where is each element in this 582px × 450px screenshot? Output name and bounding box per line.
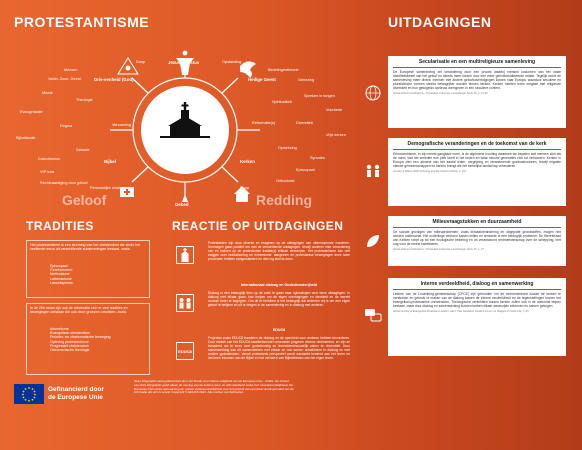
chat-icon [364, 306, 382, 324]
wheel-item: Doop [136, 60, 146, 64]
reactie-p2: Dialoog is een belangrijk item op de zoek te gaan naar oplossingen voor deze uitdagingen. In dialoog met elkaar gaan, kan helpen om de eigen overtuigingen en identiteit en de wereld rondom beter te begrijpen. Om dit te bereiken is het belangrijk dat iedereen vrij is om een eigen geloof te belijden en uit te dragen in de samenleving en in dialoog met anderen. [208, 291, 350, 307]
challenge-card-secularisatie [388, 56, 566, 128]
disclaimer: Deze infographic werd gefinancierd door het Fonds voor interne veiligheid van de Europese Unie - Politie. De inhoud van deze infographic geeft alleen de mening van de auteurs weer en valt uitsluitend onder hun verantwoordelijkheid. De Europese Commissie aanvaardt geen enkele verantwoordelijkheid voor het gebruik dat eventueel wordt gemaakt van de informatie die erin is vervat. Copyright © EDUC8 2021. Alle rechten voorbehouden. [134, 379, 294, 395]
wheel-item: Catechismus [38, 157, 60, 161]
trinity-icon [118, 58, 138, 74]
wheel-item: Rechtvaardiging door geloof [40, 181, 88, 185]
wheel-item: Voorbede [326, 108, 343, 112]
milieu-icon-box [364, 232, 382, 250]
wheel-item: Genade [76, 148, 90, 152]
card-body: Ethnocentrisme, in zijn meest gangbare vorm, is de algemene houding waarmee we bepalen wat mensen zien als de norm, wat het verleden een plek heeft in het heden en waar nieuwe generaties zich tot verhouden. Kerken in Europa zien een afname van het aantal leden, vergrijzing en veranderende gezinsstructuren, terwijl migratie nieuwe gemeenschappen en kerken brengt die het kerkelijke landschap veranderen. [393, 152, 561, 169]
wheel-item: Genezing [298, 78, 315, 82]
wheel-item: Reformatie(s) [252, 121, 275, 125]
wheel-drie-eenheid: Drie-eenheid (God) [94, 77, 134, 82]
tradities-list-1 [50, 264, 146, 285]
wheel-item: Theologie [76, 98, 93, 102]
card-body: Leiders van de Leuenberg-gemeenschap (CPCE) zijn gehouden om de verbondenheid tussen de kerken te versterken en gebruik te maken van de dialoog tussen de interne verdeeldheid en de tegenstellingen binnen het evangelisch-protestantse christendom. Theologische verschillen tussen kerken zullen ook in de toekomst blijven bestaan, maar door dialoog en samenwerking kunnen kerken elkaar wederzijds erkennen en samen getuigen. [393, 292, 561, 309]
wheel-item: Spiritualiteit [272, 100, 292, 104]
reactie-p1: Protestanten zijn door diverse en reageren op de uitdagingen van uiteenlopende manieren. Sommigen gaan positief om met de verschillende uitdagingen, terwijl anderen elke verandering van en invloed op de protestantse traditie(s) kritisch verwerpen. Het protestantisme kan niet zwijgen over radicalisering en extremisme: aangezien de protestantse bewegingen deze twee processen hebben aangewakkerd en dat nog steeds doen. [208, 241, 350, 261]
card-source: Social-ethical contributions • Protestant in Europa: Leuenberger Texts 15, p. 27 [393, 247, 484, 251]
reactie-sub2: EDUC8 [272, 328, 286, 332]
wheel-item: Doop [240, 186, 250, 190]
protestantisme-title: PROTESTANTISME [14, 14, 150, 30]
wheel-item: Evangelisatie [20, 110, 43, 114]
wheel-item: Bijbelstudie [16, 136, 36, 140]
list-item: Lancelisphims [50, 280, 73, 285]
card-title: Interne verdeeldheid, dialoog en samenwerking [420, 281, 534, 287]
reactie-p3: Projecten zoals EDUC8 bundelen de dialoog en de openheid voor anderen hebben bevorderen. Door middel van het EDUC8-kwaliteitsmodel ontmoeten jongeren diverse deelnemers, en zijn ze benaderd om te leren over godsdienstig en levensbeschouwelijk zaken en diversiteit. Door samenwerking kan dit samenwerken met elkaar en ook samen ontwikkelen in dialoog en met andere godsdiensten. Vanuit protestants perspectief wordt aandacht besteed aan het leven en het leren inkomen van de Bijbel en het verhalen van Bijbelteksten van het eigen leven. [208, 336, 350, 360]
eu-line-1: Gefinancierd door [48, 386, 104, 393]
challenge-card-dialoog [388, 278, 566, 356]
dialogue-icon [178, 297, 192, 309]
secularisatie-icon-box [364, 84, 382, 102]
wheel-item: Verzoening [112, 123, 131, 127]
wheel-item: Opstanding [222, 60, 242, 64]
church-tower-icon-box [176, 246, 194, 264]
wheel-item: Synodes [310, 156, 325, 160]
challenge-card-demografie [388, 138, 566, 206]
wheel-item: Mensen [64, 68, 78, 72]
wheel-item: Vrije kerken [326, 133, 346, 137]
church-tower-icon [179, 248, 191, 262]
card-title: Milieuvraagstukken en duurzaamheid [432, 219, 522, 225]
list-item: Oecumenische theologie [50, 348, 90, 353]
wheel-item: Vader, Zoon, Geest [48, 77, 81, 81]
wheel-item: Dogma [60, 124, 73, 128]
dove-icon [240, 61, 256, 78]
uitdagingen-title: UITDAGINGEN [388, 14, 492, 30]
demografie-icon-box [364, 162, 382, 180]
card-source: Hussey & Wilcox 2020, Ethnicity and the Future of Race, p. 151 [393, 169, 467, 173]
wheel-item: Persoonlijke relatie [90, 186, 123, 190]
educ8-logo: EDUC8 [178, 348, 192, 354]
list-item: Lutheranisme [50, 276, 72, 281]
list-item: Progressief christendom [50, 343, 89, 348]
wheel-item: Episcopaal [296, 168, 315, 172]
prayer-icon [182, 194, 188, 202]
card-body: De Europese samenleving zet verandering door een proces waarbij mensen loskomen van het vaste identiteitsbesef van het geloof en steeds meer kiezen voor een meer geïndividualiseerde relatie. Tegelijk wordt de samenleving meer divers: mensen met andere geloofsovertuigingen komen naar Europa, waardoor seculiere en pluralistische vormen steeds belangrijker worden binnen kerken. Kerken moeten leren omgaan met religieuze diversiteit en hun getuigenis opnieuw vormgeven in een seculiere context. [393, 70, 561, 91]
eu-flag [14, 384, 44, 404]
leaf-icon [364, 232, 382, 250]
wheel-item: Missie [42, 91, 53, 95]
tradities-list-2 [50, 327, 148, 352]
list-item: Evangelisch christendom [50, 331, 90, 336]
reactie-sub1: Internationaal dialoog en Godsdienstvrijheid [240, 283, 318, 287]
globe-icon [364, 84, 382, 102]
list-item: Pinkster- en charismatische beweging [50, 335, 111, 340]
card-body: De sociale gevolgen van milieuproblemen, zoals klimaatverandering en uitgeputte grondstoffen, mogen niet worden onderschat. Het onderlinge verband tussen milieu en armoede is een belangrijk probleem. De Wereldraad van Kerken roept op tot een ecologische bekering en tot verantwoord rentmeesterschap over de schepping, met oog voor de meest kwetsbaren. [393, 230, 561, 247]
wheel-item: Opwekking [278, 146, 297, 150]
bible-icon [120, 187, 134, 197]
wheel-item: Orthodoxie [276, 179, 295, 183]
tradities-intro: Het protestantisme is een stroming van het christendom die sinds het zestiende eeuw uit verschillende substromingen bestaat, zoals: [30, 243, 141, 252]
eu-line-2: de Europese Unie [48, 394, 103, 401]
wheel-item: VIP sola [40, 170, 55, 174]
wheel-heilige-geest: Heilige Geest [248, 77, 276, 82]
wheel-item: Spreken in tongen [304, 94, 335, 98]
redding-label: Redding [256, 192, 312, 208]
challenge-card-milieu [388, 216, 566, 266]
educ8-logo-box [176, 342, 194, 360]
people-icon [364, 162, 382, 180]
eu-funding-text [48, 386, 104, 402]
card-title: Demografische veranderingen en de toekomst van de kerk [407, 141, 547, 147]
geloof-label: Geloof [62, 192, 107, 208]
wheel-item: Diversiteit [296, 121, 313, 125]
wheel-item: Bedelingentheorie [268, 68, 299, 72]
list-item: Adventisme [50, 327, 69, 331]
wheel-gebed: Gebed [175, 202, 189, 207]
dialogue-icon-box [176, 294, 194, 312]
reactie-title: REACTIE OP UITDAGINGEN [172, 219, 344, 233]
list-item: Episcopaal [50, 264, 68, 268]
wheel-bijbel: Bijbel [104, 159, 116, 164]
card-source: Global Survey of Evangelical Protestant Leaders, 2011, Pew Research Center's Forum on Religion & Public Life, p. 65 [393, 309, 529, 313]
card-source: Social-ethical contributions • Protestant in Europa: Leuenberger Texts 15, p. 27-33 [393, 91, 488, 95]
wheel-kerken: Kerken [240, 159, 255, 164]
list-item: Opleving protestantisme [50, 339, 89, 344]
dialoog-icon-box [364, 306, 382, 324]
tradities-title: TRADITIES [26, 219, 94, 233]
list-item: Methodisme [50, 272, 70, 277]
eu-stars-icon [14, 384, 44, 404]
tradities-intro-2: In de 20e eeuw zijn ook de reformatie zich er veel tradities en bewegingen ontstaan die ook deze groepen omvatten, zoals: [30, 306, 128, 315]
card-title: Secularisatie en een multireligieuze samenleving [418, 59, 536, 65]
wheel-jezus: Jezus Christus [168, 60, 200, 65]
list-item: Gereformeerd [50, 268, 73, 273]
